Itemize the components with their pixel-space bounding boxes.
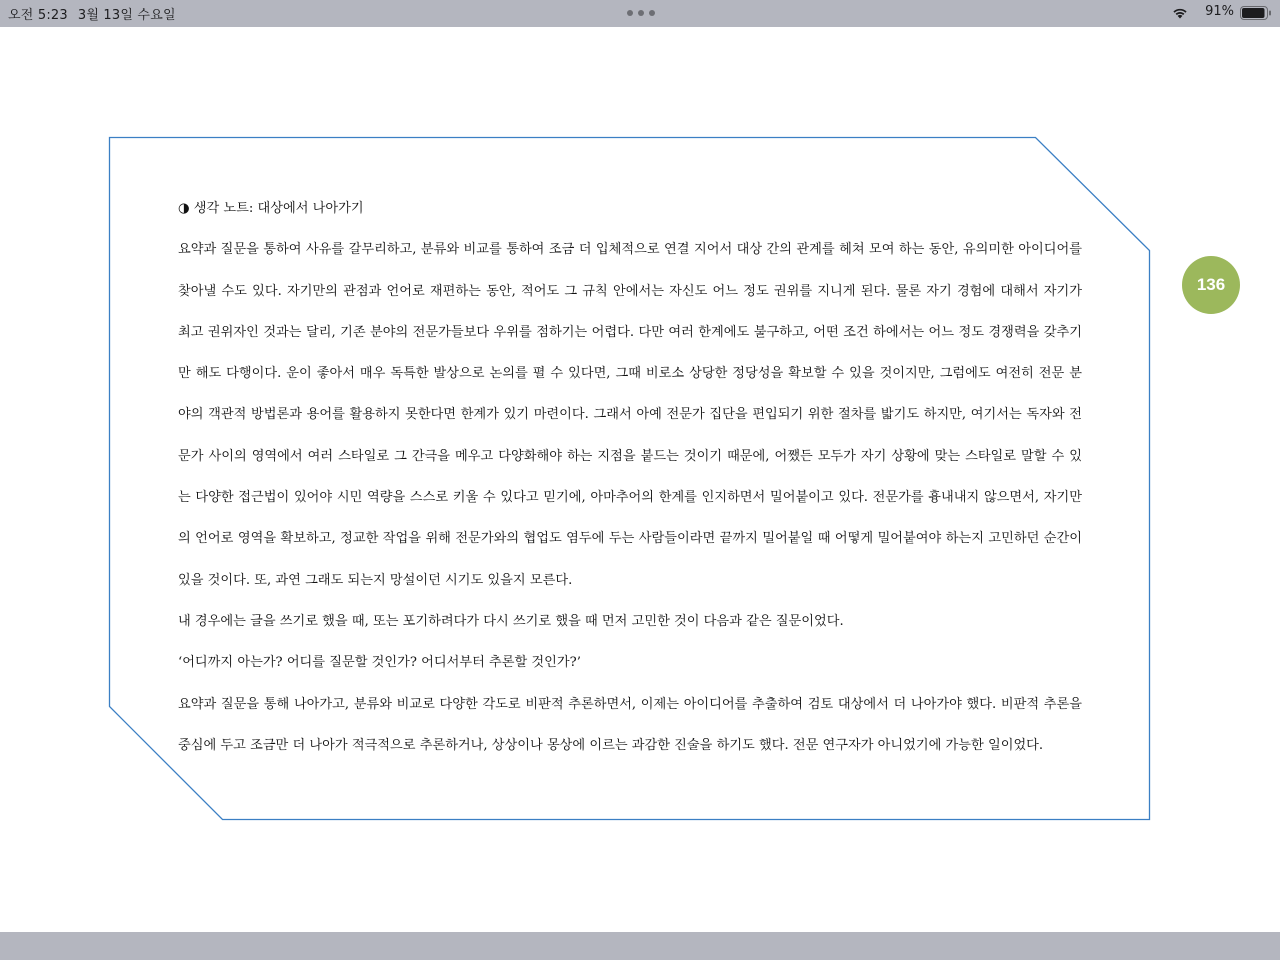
quote-line: ‘어디까지 아는가? 어디를 질문할 것인가? 어디서부터 추론할 것인가?’: [178, 655, 581, 671]
text-line: 만 해도 다행이다. 운이 좋아서 매우 독특한 발상으로 논의를 펼 수 있다면, 그때 비로소 상당한 정당성을 확보할 수 있을 것이지만, 그럼에도 여전히 전문 분: [178, 366, 1082, 382]
text-line: 최고 권위자인 것과는 달리, 기존 분야의 전문가들보다 우위를 점하기는 어렵다. 다만 여러 한계에도 불구하고, 어떤 조건 하에서는 어느 정도 경쟁력을 갖추기: [178, 324, 1082, 340]
text-line: 문가 사이의 영역에서 여러 스타일로 그 간극을 메우고 다양화해야 하는 지점을 붙드는 것이기 때문에, 어쨌든 모두가 자기 상황에 맞는 스타일로 말할 수 있: [178, 448, 1082, 464]
text-line: 는 다양한 접근법이 있어야 시민 역량을 스스로 키울 수 있다고 믿기에, 아마추어의 한계를 인지하면서 밀어붙이고 있다. 전문가를 흉내내지 않으면서, 자기만: [178, 490, 1082, 506]
text-line: 요약과 질문을 통하여 사유를 갈무리하고, 분류와 비교를 통하여 조금 더 입체적으로 연결 지어서 대상 간의 관계를 헤쳐 모여 하는 동안, 유의미한 아이디어를: [178, 242, 1082, 258]
paragraph: [178, 650, 1082, 691]
status-time: 오전 5:23: [8, 8, 68, 23]
bottom-bar: [0, 932, 1280, 960]
paragraph: [178, 609, 1082, 650]
document-body: [178, 196, 1082, 774]
text-line: 야의 객관적 방법론과 용어를 활용하지 못한다면 한계가 있기 마련이다. 그래서 아예 전문가 집단을 편입되기 위한 절차를 밟기도 하지만, 여기서는 독자와 전: [178, 407, 1082, 423]
text-line: 있을 것이다. 또, 과연 그래도 되는지 망설이던 시기도 있을지 모른다.: [178, 572, 573, 588]
text-line: 찾아낼 수도 있다. 자기만의 관점과 언어로 재편하는 동안, 적어도 그 규칙 안에서는 자신도 어느 정도 권위를 지니게 된다. 물론 자기 경험에 대해서 자기가: [178, 283, 1082, 299]
battery-percentage: 91%: [1205, 4, 1234, 19]
status-date: 3월 13일 수요일: [77, 8, 176, 23]
paragraph: [178, 237, 1082, 609]
text-line: 내 경우에는 글을 쓰기로 했을 때, 또는 포기하려다가 다시 쓰기로 했을 때 먼저 고민한 것이 다음과 같은 질문이었다.: [178, 613, 844, 629]
page-number-badge: 136: [1182, 256, 1240, 314]
paragraph: [178, 692, 1082, 775]
text-line: 의 언어로 영역을 확보하고, 정교한 작업을 위해 전문가와의 협업도 염두에 두는 사람들이라면 끝까지 밀어붙일 때 어떻게 밀어붙여야 하는지 고민하던 순간이: [178, 531, 1082, 547]
text-line: 요약과 질문을 통해 나아가고, 분류와 비교로 다양한 각도로 비판적 추론하면서, 이제는 아이디어를 추출하여 검토 대상에서 더 나아가야 했다. 비판적 추론을: [178, 696, 1082, 712]
text-line: 중심에 두고 조금만 더 나아가 적극적으로 추론하거나, 상상이나 몽상에 이르는 과감한 진술을 하기도 했다. 전문 연구자가 아니었기에 가능한 일이었다.: [178, 737, 1044, 753]
section-title: ◑ 생각 노트: 대상에서 나아가기: [178, 201, 364, 216]
